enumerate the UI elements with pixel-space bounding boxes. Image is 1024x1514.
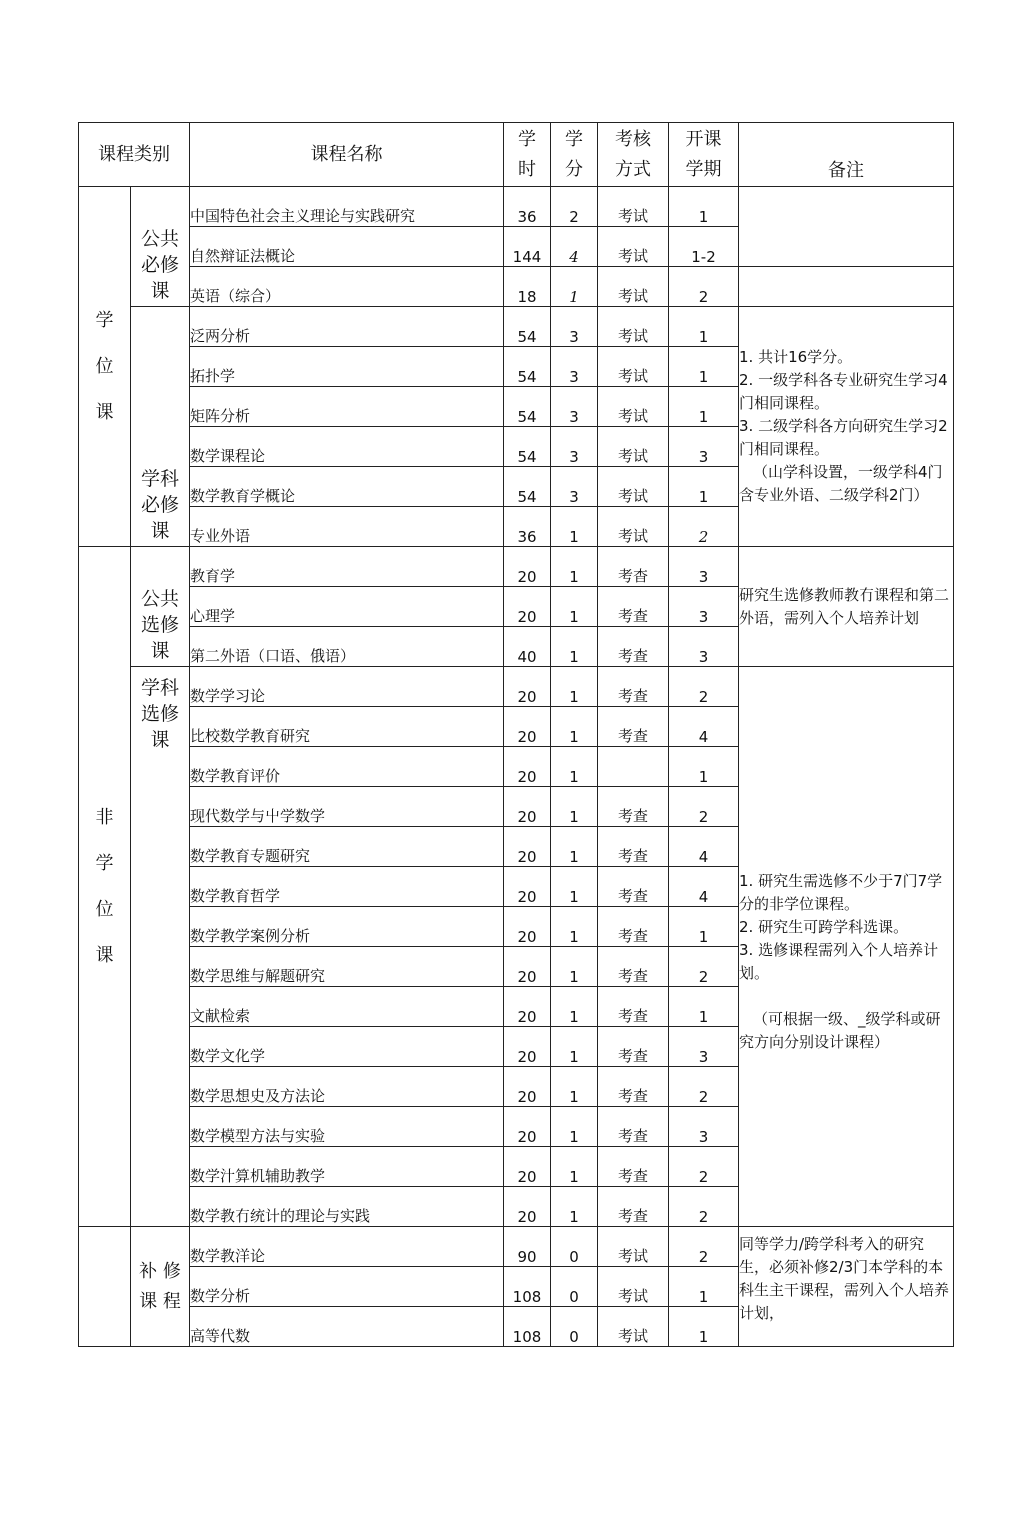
course-name: 数学文化学 <box>190 1027 504 1067</box>
header-semester-line1: 开课 <box>685 128 722 150</box>
course-hours: 20 <box>504 867 551 907</box>
course-name: 数学思想史及方法论 <box>190 1067 504 1107</box>
subgroup-label-line: 公共 <box>140 228 179 250</box>
group-remedial-blank <box>79 1227 131 1347</box>
course-name: 数学教冇统计的理论与实践 <box>190 1187 504 1227</box>
course-semester: 4 <box>669 827 739 867</box>
course-credits: 4 <box>551 227 598 267</box>
course-hours: 20 <box>504 667 551 707</box>
course-credits: 0 <box>551 1307 598 1347</box>
header-credits-line2: 分 <box>565 158 583 180</box>
course-credits: 1 <box>551 507 598 547</box>
note-public-required <box>739 187 954 267</box>
course-credits: 1 <box>551 1067 598 1107</box>
course-credits: 1 <box>551 1147 598 1187</box>
header-hours <box>504 123 551 187</box>
course-hours: 36 <box>504 187 551 227</box>
course-hours: 20 <box>504 947 551 987</box>
subgroup-remedial <box>131 1227 190 1347</box>
header-category: 课程类别 <box>79 123 190 187</box>
table-row <box>79 547 954 587</box>
course-credits: 3 <box>551 427 598 467</box>
course-assessment: 考试 <box>598 187 669 227</box>
course-semester: 3 <box>669 547 739 587</box>
course-credits: 3 <box>551 347 598 387</box>
course-semester: 1 <box>669 987 739 1027</box>
course-hours: 20 <box>504 987 551 1027</box>
course-semester: 3 <box>669 587 739 627</box>
course-credits: 1 <box>551 547 598 587</box>
course-hours: 54 <box>504 427 551 467</box>
course-name: 中国特色社会主义理论与实践研究 <box>190 187 504 227</box>
course-name: 数学教育评价 <box>190 747 504 787</box>
note-public-elective: 研究生选修教师教冇课程和第二外语，需列入个人培养计划 <box>739 547 954 667</box>
table-row <box>79 187 954 227</box>
note-line: 1. 研究生需选修不少于7门7学分的非学位课程。 <box>739 871 943 913</box>
header-semester <box>669 123 739 187</box>
course-credits: 1 <box>551 747 598 787</box>
group-degree-char: 学 <box>95 309 114 331</box>
subgroup-label-line: 课 <box>150 729 170 751</box>
course-hours: 20 <box>504 1187 551 1227</box>
subgroup-label-line: 课 <box>150 520 170 542</box>
table-row <box>79 267 954 307</box>
course-hours: 108 <box>504 1307 551 1347</box>
course-hours: 54 <box>504 467 551 507</box>
course-semester: 1-2 <box>669 227 739 267</box>
subgroup-label-line: 选修 <box>140 614 179 636</box>
course-hours: 20 <box>504 1027 551 1067</box>
course-name: 专业外语 <box>190 507 504 547</box>
course-hours: 20 <box>504 827 551 867</box>
note-line: 3. 二级学科各方向研究生学习2门相同课程。 <box>739 417 948 458</box>
course-hours: 54 <box>504 387 551 427</box>
course-assessment: 考杳 <box>598 547 669 587</box>
course-semester: 3 <box>669 427 739 467</box>
course-assessment: 考查 <box>598 787 669 827</box>
course-credits: 1 <box>551 987 598 1027</box>
course-name: 数学教育专题研究 <box>190 827 504 867</box>
group-non-degree-char: 非 <box>95 806 114 828</box>
note-line: 1. 共计16学分。 <box>739 348 853 366</box>
course-name: 数学教学案例分析 <box>190 907 504 947</box>
header-notes: 备注 <box>739 123 954 187</box>
note-line: （山学科设置，一级学科4门含专业外语、二级学科2门） <box>739 463 943 504</box>
course-hours: 144 <box>504 227 551 267</box>
course-name: 数学思维与解题研究 <box>190 947 504 987</box>
course-name: 数学教育学概论 <box>190 467 504 507</box>
course-semester: 1 <box>669 467 739 507</box>
course-hours: 40 <box>504 627 551 667</box>
course-name: 英语（综合） <box>190 267 504 307</box>
course-assessment: 考查 <box>598 947 669 987</box>
course-semester: 2 <box>669 787 739 827</box>
group-non-degree-char: 课 <box>95 944 114 966</box>
course-hours: 20 <box>504 707 551 747</box>
note-subject-required <box>739 307 954 547</box>
course-semester: 2 <box>669 1187 739 1227</box>
note-line: 3. 选修课程需列入个人培养计划。 <box>739 940 939 982</box>
course-semester: 4 <box>669 867 739 907</box>
course-semester: 1 <box>669 307 739 347</box>
course-assessment: 考试 <box>598 387 669 427</box>
note-line <box>739 985 953 1008</box>
header-assessment-line1: 考核 <box>615 128 651 150</box>
course-credits: 1 <box>551 1107 598 1147</box>
course-credits: 1 <box>551 707 598 747</box>
course-semester: 2 <box>669 1067 739 1107</box>
course-name: 比校数学教育研究 <box>190 707 504 747</box>
course-hours: 36 <box>504 507 551 547</box>
course-credits: 1 <box>551 1027 598 1067</box>
course-assessment: 考查 <box>598 587 669 627</box>
course-assessment: 考试 <box>598 1307 669 1347</box>
course-semester: 4 <box>669 707 739 747</box>
course-credits: 1 <box>551 627 598 667</box>
table-row <box>79 307 954 347</box>
course-name: 文献检索 <box>190 987 504 1027</box>
course-credits: 1 <box>551 907 598 947</box>
header-assessment <box>598 123 669 187</box>
course-semester: 2 <box>669 947 739 987</box>
course-assessment: 考试 <box>598 507 669 547</box>
course-semester: 2 <box>669 1227 739 1267</box>
course-assessment: 考查 <box>598 867 669 907</box>
course-hours: 20 <box>504 1067 551 1107</box>
course-semester: 1 <box>669 907 739 947</box>
course-semester: 2 <box>669 1147 739 1187</box>
course-name: 现代数学与屮学数学 <box>190 787 504 827</box>
course-hours: 54 <box>504 307 551 347</box>
course-credits: 1 <box>551 667 598 707</box>
course-name: 数学分析 <box>190 1267 504 1307</box>
note-line: 2. 一级学科各专业研究生学习4门相同课程。 <box>739 371 948 412</box>
course-semester: 2 <box>669 667 739 707</box>
subgroup-label-line: 课 <box>150 280 170 302</box>
course-assessment: 考查 <box>598 1107 669 1147</box>
header-row <box>79 123 954 187</box>
course-hours: 20 <box>504 747 551 787</box>
group-degree <box>79 187 131 547</box>
header-course-name: 课程名称 <box>190 123 504 187</box>
course-hours: 20 <box>504 787 551 827</box>
course-semester: 3 <box>669 1107 739 1147</box>
course-semester: 1 <box>669 347 739 387</box>
group-non-degree-char: 位 <box>95 898 114 920</box>
group-non-degree-char: 学 <box>95 852 114 874</box>
subgroup-label-line: 选修 <box>140 703 179 725</box>
course-credits: 1 <box>551 827 598 867</box>
course-semester: 1 <box>669 387 739 427</box>
course-hours: 20 <box>504 1107 551 1147</box>
course-assessment: 考查 <box>598 1027 669 1067</box>
subgroup-subject-elective <box>131 667 190 1227</box>
course-semester: 1 <box>669 1267 739 1307</box>
course-semester: 2 <box>669 267 739 307</box>
course-hours: 90 <box>504 1227 551 1267</box>
course-hours: 20 <box>504 547 551 587</box>
subgroup-label-line: 必修 <box>140 494 179 516</box>
course-name: 自然辩证法概论 <box>190 227 504 267</box>
header-hours-line1: 学 <box>518 128 536 150</box>
group-degree-char: 位 <box>95 355 114 377</box>
note-line: （可根据一级、_级学科或研究方向分别设计课程） <box>739 1009 941 1051</box>
course-semester: 3 <box>669 627 739 667</box>
course-name: 数学汁算机辅助教学 <box>190 1147 504 1187</box>
course-name: 矩阵分析 <box>190 387 504 427</box>
table-row <box>79 667 954 707</box>
course-hours: 54 <box>504 347 551 387</box>
course-name: 第二外语（口语、俄语） <box>190 627 504 667</box>
course-credits: 1 <box>551 947 598 987</box>
course-credits: 1 <box>551 787 598 827</box>
group-non-degree <box>79 547 131 1227</box>
course-semester: 1 <box>669 747 739 787</box>
course-credits: 2 <box>551 187 598 227</box>
header-credits <box>551 123 598 187</box>
note-english <box>739 267 954 307</box>
course-credits: 1 <box>551 1187 598 1227</box>
header-semester-line2: 学期 <box>685 158 722 180</box>
course-assessment <box>598 747 669 787</box>
subgroup-label-line: 学科 <box>140 468 179 490</box>
note-remedial: 同等学力/跨学科考入的研究生，必须补修2/3门本学科的本科生主干课程，需列入个人培养计划， <box>739 1227 954 1347</box>
subgroup-label-line: 课 <box>150 640 170 662</box>
subgroup-public-required <box>131 187 190 307</box>
course-assessment: 考查 <box>598 987 669 1027</box>
course-assessment: 考查 <box>598 627 669 667</box>
subgroup-label-line: 课 程 <box>139 1290 181 1312</box>
header-hours-line2: 时 <box>518 158 536 180</box>
subgroup-label-line: 必修 <box>140 254 179 276</box>
course-semester: 1 <box>669 1307 739 1347</box>
course-name: 数学学习论 <box>190 667 504 707</box>
course-assessment: 考试 <box>598 307 669 347</box>
subgroup-label-line: 补 修 <box>139 1260 181 1282</box>
subgroup-label-line: 公共 <box>140 588 179 610</box>
header-credits-line1: 学 <box>565 128 583 150</box>
course-assessment: 考查 <box>598 667 669 707</box>
course-credits: 1 <box>551 267 598 307</box>
course-name: 心理学 <box>190 587 504 627</box>
course-credits: 1 <box>551 867 598 907</box>
course-name: 数学模型方法与实验 <box>190 1107 504 1147</box>
course-assessment: 考查 <box>598 1187 669 1227</box>
course-assessment: 考试 <box>598 427 669 467</box>
table-row <box>79 1227 954 1267</box>
course-assessment: 考查 <box>598 907 669 947</box>
course-credits: 3 <box>551 387 598 427</box>
course-name: 泛两分析 <box>190 307 504 347</box>
course-name: 数学教育哲学 <box>190 867 504 907</box>
note-line: 2. 研究生可跨学科选课。 <box>739 917 909 936</box>
course-credits: 3 <box>551 467 598 507</box>
group-degree-char: 课 <box>95 401 114 423</box>
subgroup-label-line: 学科 <box>140 677 179 699</box>
course-hours: 108 <box>504 1267 551 1307</box>
course-hours: 18 <box>504 267 551 307</box>
course-credits: 0 <box>551 1227 598 1267</box>
course-name: 数学教洋论 <box>190 1227 504 1267</box>
course-hours: 20 <box>504 907 551 947</box>
course-assessment: 考试 <box>598 347 669 387</box>
course-hours: 20 <box>504 587 551 627</box>
course-assessment: 考查 <box>598 1067 669 1107</box>
course-assessment: 考试 <box>598 1267 669 1307</box>
course-assessment: 考试 <box>598 267 669 307</box>
subgroup-public-elective <box>131 547 190 667</box>
course-name: 拓扑学 <box>190 347 504 387</box>
curriculum-table <box>78 122 954 1347</box>
course-assessment: 考查 <box>598 707 669 747</box>
course-semester: 1 <box>669 187 739 227</box>
course-semester: 3 <box>669 1027 739 1067</box>
note-subject-elective <box>739 667 954 1227</box>
course-name: 教育学 <box>190 547 504 587</box>
course-assessment: 考查 <box>598 827 669 867</box>
header-assessment-line2: 方式 <box>615 158 651 180</box>
course-assessment: 考试 <box>598 467 669 507</box>
course-semester: 2 <box>669 507 739 547</box>
course-assessment: 考试 <box>598 227 669 267</box>
course-assessment: 考试 <box>598 1227 669 1267</box>
course-hours: 20 <box>504 1147 551 1187</box>
course-assessment: 考查 <box>598 1147 669 1187</box>
course-credits: 3 <box>551 307 598 347</box>
course-credits: 0 <box>551 1267 598 1307</box>
course-credits: 1 <box>551 587 598 627</box>
course-name: 数学课程论 <box>190 427 504 467</box>
course-name: 高等代数 <box>190 1307 504 1347</box>
subgroup-subject-required <box>131 307 190 547</box>
